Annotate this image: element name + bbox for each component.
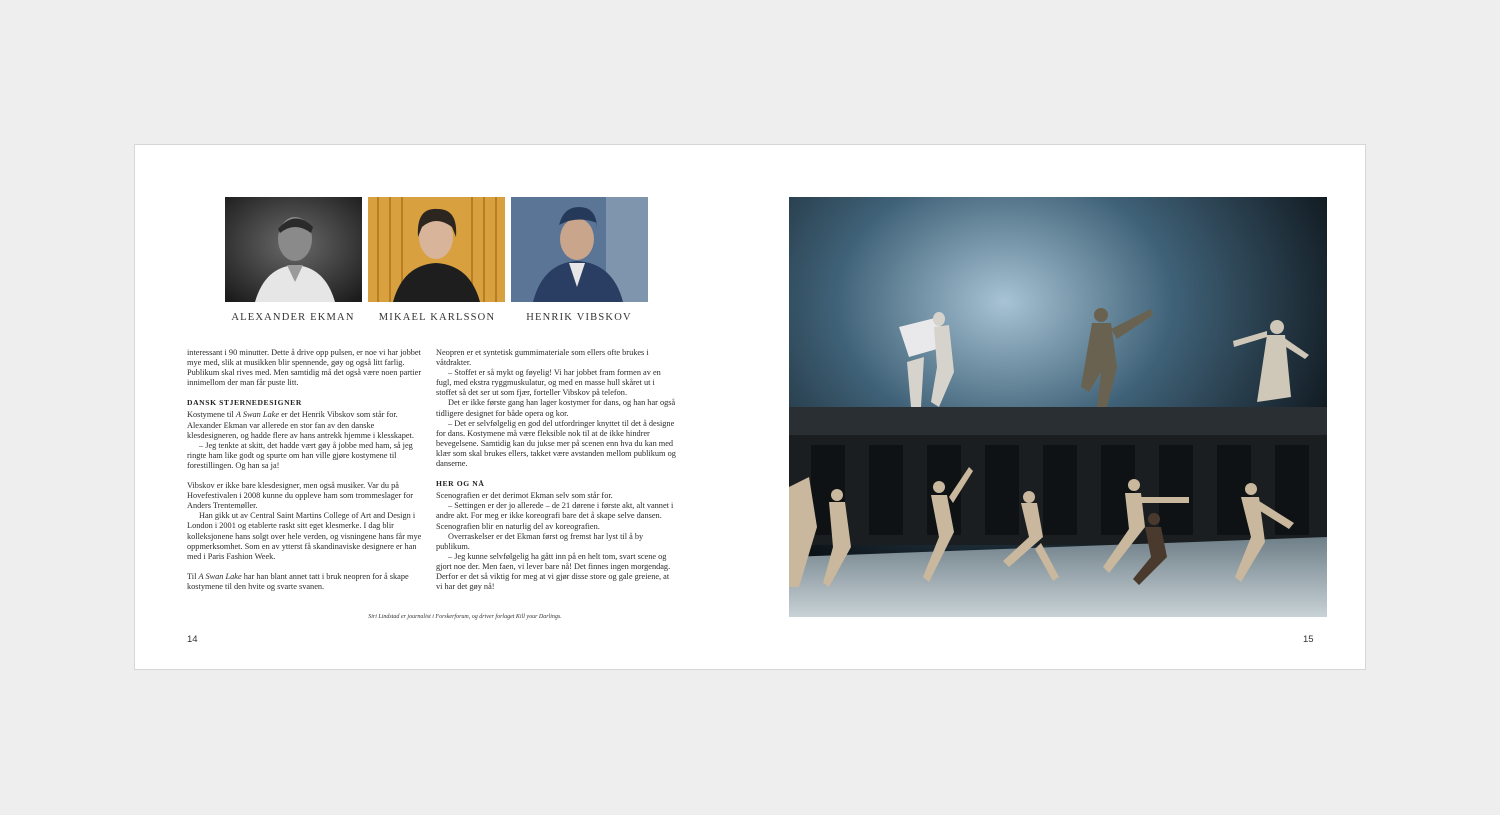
paragraph: Kostymene til A Swan Lake er det Henrik Vibskov som står for. Alexander Ekman var allerede en stor fan av den danske klesdesigneren, og hadde flere av hans antrekk hjemme i klesskapet. [187,410,414,440]
page-number-left: 14 [187,634,198,645]
paragraph: Det er ikke første gang han lager kostymer for dans, og han har også tidligere designet for både opera og kor. [436,398,676,418]
page-number-right: 15 [1303,634,1314,645]
portrait-mikael-karlsson [368,197,505,302]
person-name: HENRIK VIBSKOV [526,312,632,323]
article-column-right [436,348,676,592]
paragraph: Til A Swan Lake har han blant annet tatt i bruk neopren for å skape kostymene til den hvite og svarte svanen. [187,571,409,591]
article-column-left [187,348,427,592]
magazine-spread [135,145,1365,669]
paragraph: Han gikk ut av Central Saint Martins College of Art and Design i London i 2001 og etablerte raskt sitt eget klesmerke. I dag blir kolleksjonene hans solgt over hele verden, og visningene hans får mye oppmerksomhet. Som en av ytterst få skandinaviske designere er han med i Paris Fashion Week. [187,511,422,561]
section-heading: DANSK STJERNEDESIGNER [187,398,302,408]
paragraph: – Stoffet er så mykt og føyelig! Vi har jobbet fram formen av en fugl, med ekstra ryggmuskulatur, og med en masse hull skåret ut i stoffet så det ser ut som fjær, forteller Vibskov på telefon. [436,368,661,398]
paragraph: Overraskelser er det Ekman først og fremst har lyst til å by publikum. [436,531,644,551]
paragraph: – Det er selvfølgelig en god del utfordringer knyttet til det å designe for dans. Kostymene må være fleksible nok til at de ikke hindrer bevegelsene. Samtidig kan du jukse mer på scenen enn hva du kan med klær som skal brukes ellers, takket være avstanden mellom publikum og danserne. [436,418,676,469]
person-name: MIKAEL KARLSSON [378,312,496,323]
paragraph: Vibskov er ikke bare klesdesigner, men også musiker. Var du på Hovefestivalen i 2008 kunne du oppleve ham som trommeslager for Anders Trentemøller. [187,481,414,511]
paragraph: – Settingen er der jo allerede – de 21 dørene i første akt, alt vannet i andre akt. For meg er ikke koreografi bare det å skape selve dansen. Scenografien blir en naturlig del av koreografien. [436,501,674,531]
author-credit: Siri Lindstad er journalist i Forskerforum, og driver forlaget Kill your Darlings. [368,614,562,620]
portrait-alexander-ekman [225,197,362,302]
paragraph: – Jeg kunne selvfølgelig ha gått inn på en helt tom, svart scene og gjort noe der. Men faen, vi lever bare nå! Det finnes ingen morgendag. Derfor er det så viktig for meg at vi gjør disse store og gale greiene, at vi har det gøy nå! [436,551,671,592]
section-heading: HER OG NÅ [436,479,485,489]
paragraph: interessant i 90 minutter. Dette å drive opp pulsen, er noe vi har jobbet mye med, slik at musikken blir spennende, gøy og også litt farlig. Publikum skal rives med. Men samtidig må det også være noen partier innimellom der man får puste litt. [187,348,422,388]
stage-photo [789,197,1327,617]
person-name: ALEXANDER EKMAN [231,312,355,323]
paragraph: – Jeg tenkte at skitt, det hadde vært gøy å jobbe med ham, så jeg ringte ham like godt og spurte om han ville gjøre kostymene til forestillingen. Og han sa ja! [187,440,413,470]
portrait-henrik-vibskov [511,197,648,302]
paragraph: Neopren er et syntetisk gummimateriale som ellers ofte brukes i våtdrakter. [436,348,649,368]
paragraph: Scenografien er det derimot Ekman selv som står for. [436,491,613,501]
